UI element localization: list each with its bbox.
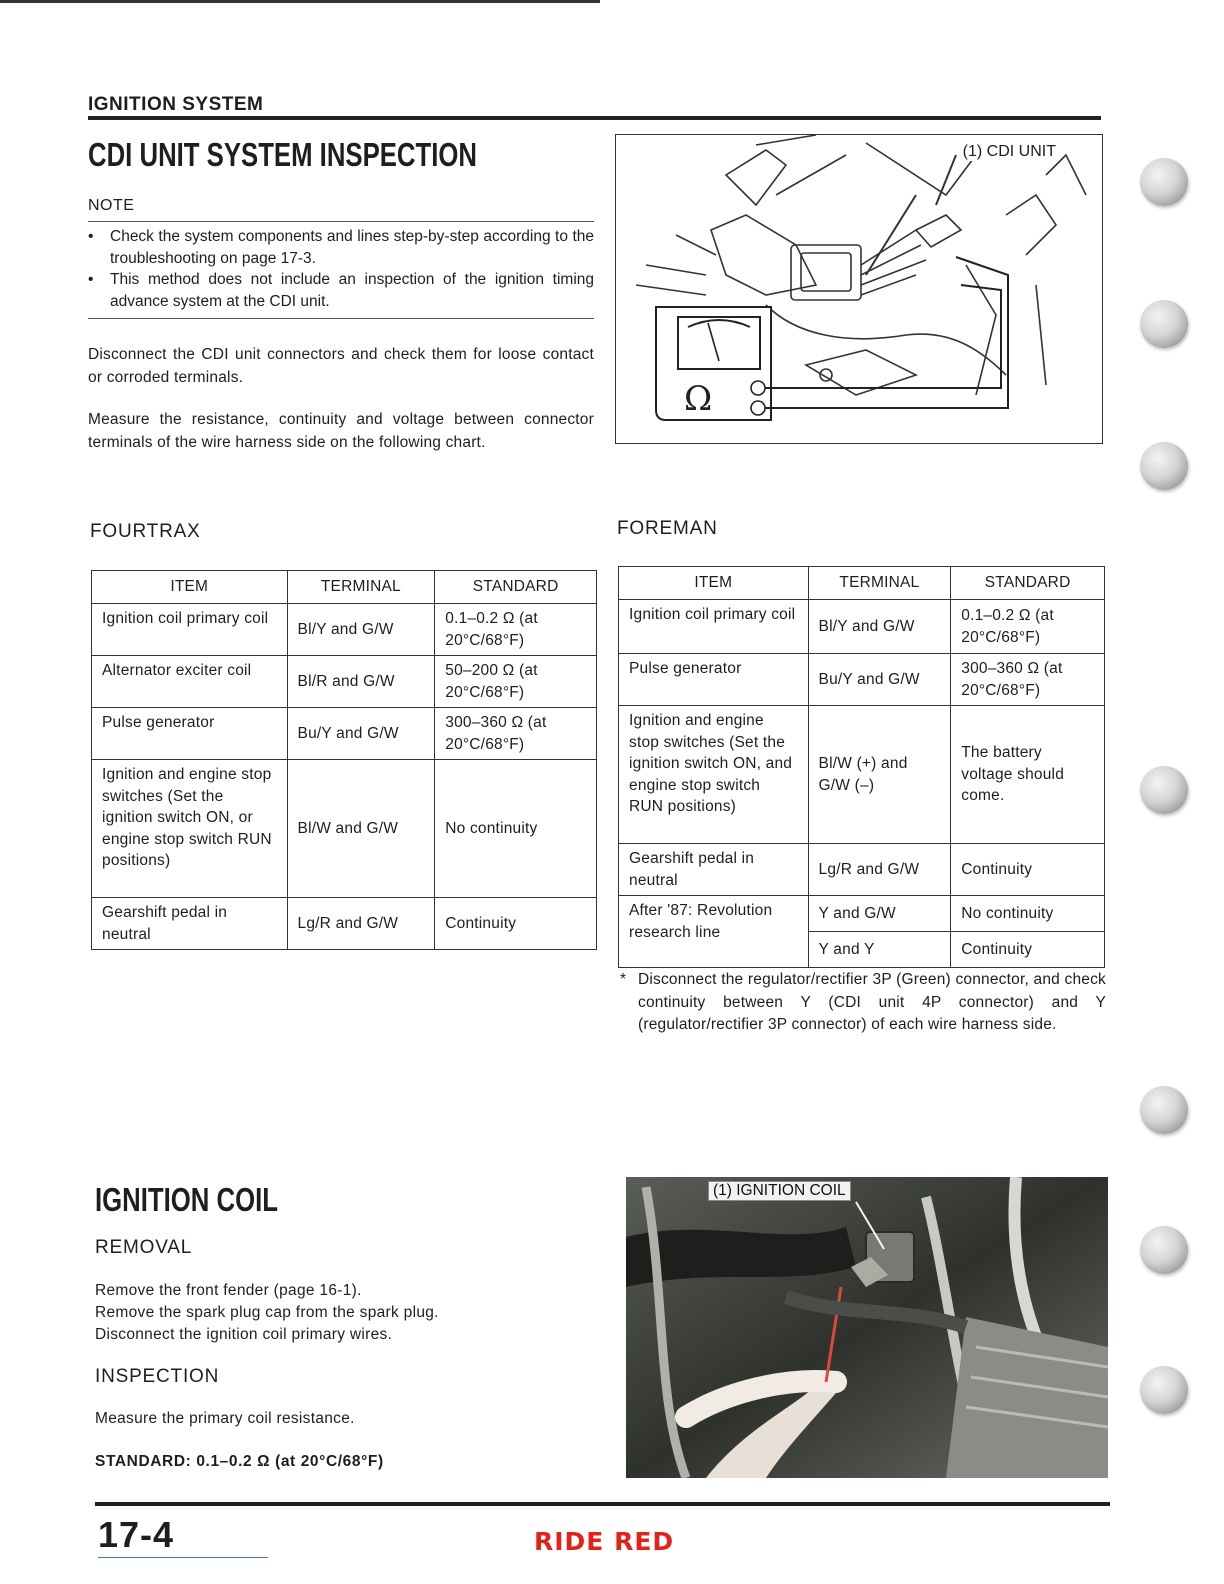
terminal-cell: Lg/R and G/W	[287, 898, 435, 950]
page-number: 17-4	[98, 1514, 175, 1555]
terminal-cell: Bl/Y and G/W	[287, 604, 435, 656]
table-row	[619, 844, 1105, 896]
ignition-coil-photo	[626, 1177, 1108, 1478]
footnote-text: Disconnect the regulator/rectifier 3P (Green) connector, and check continuity between Y (CDI unit 4P connector) and Y (regulator/rectifier 3P connector) of each wire harness side.	[638, 971, 1106, 1033]
ignition-coil-title: IGNITION COIL	[95, 1181, 279, 1218]
foreman-footnote	[620, 969, 1106, 1037]
table-row	[619, 896, 1105, 932]
table-row	[92, 708, 597, 760]
brand-logo: RIDE RED	[534, 1527, 675, 1556]
footer-rule	[95, 1502, 1110, 1506]
note-list	[88, 226, 594, 312]
binder-hole	[1140, 1226, 1188, 1274]
standard-cell: No continuity	[435, 760, 597, 898]
terminal-cell: Y and Y	[808, 932, 951, 968]
standard-cell: 50–200 Ω (at 20°C/68°F)	[435, 656, 597, 708]
terminal-cell: Bl/W (+) and G/W (–)	[808, 706, 951, 844]
item-cell: Ignition coil primary coil	[92, 604, 288, 656]
section-header: IGNITION SYSTEM	[88, 94, 264, 115]
removal-steps	[95, 1280, 439, 1346]
ignition-coil-callout: (1) IGNITION COIL	[708, 1181, 851, 1201]
disconnect-paragraph: Disconnect the CDI unit connectors and check them for loose contact or corroded terminals.	[88, 346, 594, 386]
table-row	[92, 898, 597, 950]
cdi-unit-figure	[615, 134, 1103, 444]
ignition-coil-photo-art	[626, 1177, 1108, 1478]
terminal-cell: Bu/Y and G/W	[287, 708, 435, 760]
foreman-table	[618, 566, 1105, 968]
table-row	[92, 760, 597, 898]
inspection-label: INSPECTION	[95, 1366, 220, 1387]
column-header: TERMINAL	[287, 571, 435, 604]
terminal-cell: Y and G/W	[808, 896, 951, 932]
header-rule	[88, 116, 1101, 120]
terminal-cell: Bl/Y and G/W	[808, 600, 951, 654]
standard-cell: The battery voltage should come.	[951, 706, 1105, 844]
table-row	[619, 706, 1105, 844]
removal-label: REMOVAL	[95, 1237, 193, 1258]
note-label: NOTE	[88, 197, 135, 214]
column-header: STANDARD	[951, 567, 1105, 600]
fourtrax-label: FOURTRAX	[90, 521, 201, 542]
column-header: TERMINAL	[808, 567, 951, 600]
standard-cell: 300–360 Ω (at 20°C/68°F)	[435, 708, 597, 760]
standard-value: 0.1–0.2 Ω (at 20°C/68°F)	[196, 1453, 384, 1470]
binder-hole	[1140, 300, 1188, 348]
standard-cell: Continuity	[435, 898, 597, 950]
top-edge-rule	[0, 0, 600, 3]
standard-cell: 0.1–0.2 Ω (at 20°C/68°F)	[951, 600, 1105, 654]
item-cell: Pulse generator	[619, 654, 809, 706]
page-number-underline	[98, 1557, 268, 1558]
table-row	[619, 654, 1105, 706]
standard-cell: 300–360 Ω (at 20°C/68°F)	[951, 654, 1105, 706]
column-header: ITEM	[92, 571, 288, 604]
note-item: • This method does not include an inspection of the ignition timing advance system at the CDI unit.	[88, 269, 594, 312]
column-header: ITEM	[619, 567, 809, 600]
terminal-cell: Bu/Y and G/W	[808, 654, 951, 706]
measure-paragraph: Measure the resistance, continuity and voltage between connector terminals of the wire harness side on the following chart.	[88, 411, 594, 451]
cdi-section-title: CDI UNIT SYSTEM INSPECTION	[88, 136, 478, 173]
item-cell: Alternator exciter coil	[92, 656, 288, 708]
removal-step: Disconnect the ignition coil primary wires.	[95, 1326, 393, 1343]
binder-hole	[1140, 442, 1188, 490]
removal-step: Remove the front fender (page 16-1).	[95, 1282, 362, 1299]
item-cell: After '87: Revolution research line	[619, 896, 809, 968]
item-cell: Gearshift pedal in neutral	[619, 844, 809, 896]
table-row	[92, 604, 597, 656]
cdi-unit-illustration	[616, 135, 1102, 443]
note-item: • Check the system components and lines step-by-step according to the troubleshooting on page 17-3.	[88, 226, 594, 269]
removal-step: Remove the spark plug cap from the spark plug.	[95, 1304, 439, 1321]
binder-hole	[1140, 766, 1188, 814]
table-row	[619, 600, 1105, 654]
ohm-symbol: Ω	[684, 379, 713, 419]
column-header: STANDARD	[435, 571, 597, 604]
binder-hole	[1140, 158, 1188, 206]
item-cell: Gearshift pedal in neutral	[92, 898, 288, 950]
terminal-cell: Bl/R and G/W	[287, 656, 435, 708]
terminal-cell: Bl/W and G/W	[287, 760, 435, 898]
inspection-text: Measure the primary coil resistance.	[95, 1410, 355, 1427]
coil-standard	[95, 1453, 384, 1471]
item-cell: Ignition coil primary coil	[619, 600, 809, 654]
cdi-unit-callout: (1) CDI UNIT	[962, 143, 1056, 160]
binder-hole	[1140, 1086, 1188, 1134]
standard-cell: 0.1–0.2 Ω (at 20°C/68°F)	[435, 604, 597, 656]
note-rule-top	[88, 221, 594, 222]
item-cell: Pulse generator	[92, 708, 288, 760]
footnote-marker: *	[620, 971, 627, 988]
item-cell: Ignition and engine stop switches (Set the ignition switch ON, and engine stop switch RUN positions)	[619, 706, 809, 844]
note-rule-bottom	[88, 318, 594, 319]
item-cell: Ignition and engine stop switches (Set the ignition switch ON, or engine stop switch RUN positions)	[92, 760, 288, 898]
foreman-label: FOREMAN	[617, 518, 718, 539]
standard-cell: No continuity	[951, 896, 1105, 932]
binder-hole	[1140, 1366, 1188, 1414]
standard-cell: Continuity	[951, 844, 1105, 896]
fourtrax-table	[91, 570, 597, 950]
standard-cell: Continuity	[951, 932, 1105, 968]
standard-label: STANDARD:	[95, 1453, 192, 1470]
table-row	[92, 656, 597, 708]
terminal-cell: Lg/R and G/W	[808, 844, 951, 896]
